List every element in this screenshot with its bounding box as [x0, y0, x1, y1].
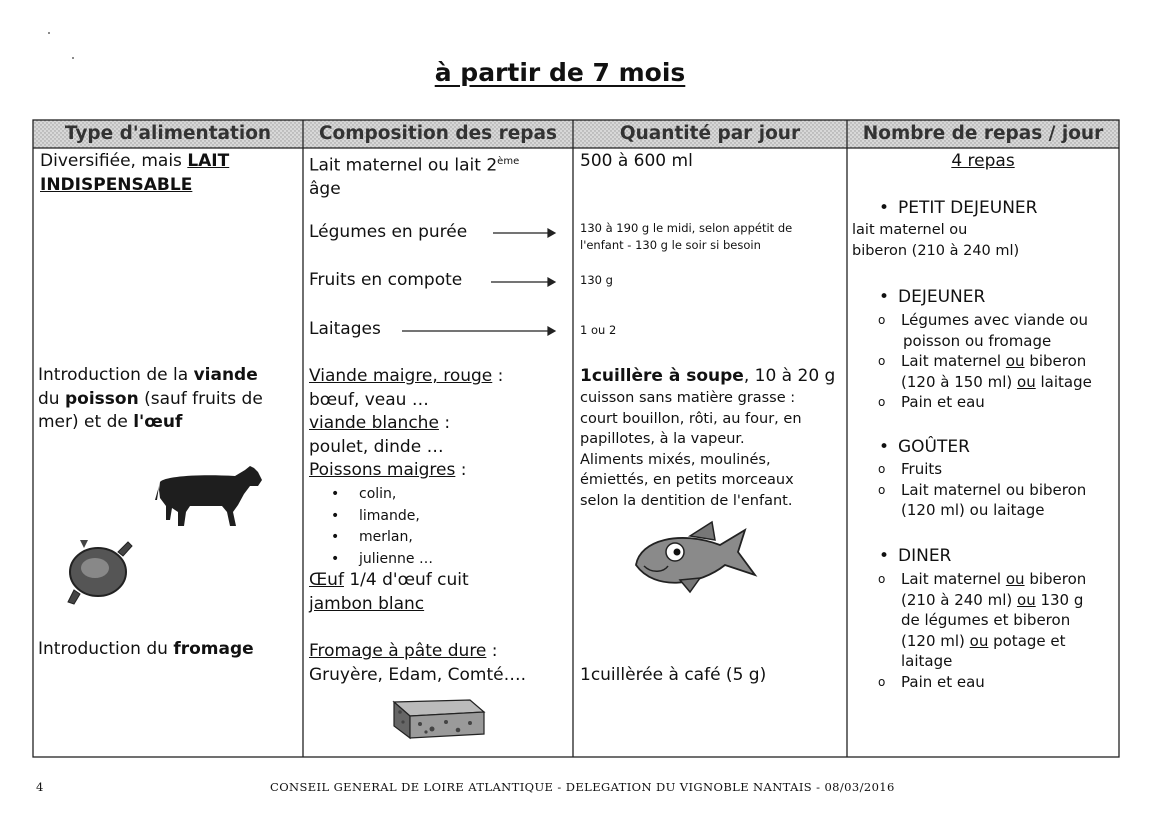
col4-diner-detail: o Lait maternel ou biberon (210 à 240 ml) ou 130 g de légumes et biberon (120 ml) ou potage et laitage o Pain et eau — [873, 569, 1086, 692]
col2-fromage: Fromage à pâte dure : Gruyère, Edam, Comté…. — [309, 641, 527, 685]
list-item: • julienne … — [309, 549, 433, 571]
col3-legumes: 130 à 190 g le midi, selon appétit de l'enfant - 130 g le soir si besoin — [580, 221, 793, 252]
fish-icon — [636, 522, 755, 592]
list-item: • colin, — [309, 484, 433, 506]
header-nombre: Nombre de repas / jour — [862, 123, 1104, 144]
col4-diner: • DINER — [870, 545, 951, 568]
col3-viande: 1cuillère à soupe, 10 à 20 g — [580, 366, 836, 386]
list-item: • limande, — [309, 506, 433, 528]
page-number: 4 — [36, 780, 44, 794]
col2-fruits: Fruits en compote — [309, 270, 463, 290]
col3-cuisson: cuisson sans matière grasse : court bouillon, rôti, au four, en papillotes, à la vapeur. Aliments mixés, moulinés, émiettés, en petits morceaux selon la dentition de l'enfant. — [580, 390, 802, 509]
col2-poissons-list — [309, 484, 433, 570]
col2-oeuf: Œuf 1/4 d'œuf cuit jambon blanc — [309, 570, 469, 614]
list-item: • merlan, — [309, 527, 433, 549]
cheese-icon — [394, 700, 484, 738]
page-title: à partir de 7 mois — [434, 58, 686, 87]
col4-gouter-detail: o Fruits o Lait maternel ou biberon (120 ml) ou laitage — [873, 459, 1086, 521]
cow-icon — [155, 466, 262, 526]
col1-intro-fromage: Introduction du fromage — [38, 639, 254, 659]
roast-chicken-icon — [68, 540, 132, 604]
col4-nb-repas: 4 repas — [951, 151, 1015, 171]
col3-fromage: 1cuillèrée à café (5 g) — [580, 665, 767, 685]
col2-legumes: Légumes en purée — [309, 222, 468, 242]
col1-diversifiee: Diversifiée, mais LAIT INDISPENSABLE — [40, 151, 230, 195]
col4-dejeuner-detail: o Légumes avec viande ou poisson ou fromage o Lait maternel ou biberon (120 à 150 ml) ou laitage o Pain et eau — [873, 310, 1092, 413]
col3-lait: 500 à 600 ml — [580, 151, 693, 171]
header-quantite: Quantité par jour — [619, 123, 801, 144]
col4-gouter: • GOÛTER — [870, 436, 970, 459]
footer: CONSEIL GENERAL DE LOIRE ATLANTIQUE - DELEGATION DU VIGNOBLE NANTAIS - 08/03/2016 — [270, 780, 895, 794]
col2-viandes: Viande maigre, rouge : bœuf, veau … viande blanche : poulet, dinde … Poissons maigres : — [309, 366, 504, 480]
col4-petit-dejeuner-detail: lait maternel ou biberon (210 à 240 ml) — [852, 222, 1020, 259]
col2-laitages: Laitages — [309, 319, 381, 339]
header-composition: Composition des repas — [318, 123, 558, 144]
header-type: Type d'alimentation — [64, 123, 272, 144]
col4-dejeuner: • DEJEUNER — [870, 286, 985, 309]
col4-petit-dejeuner: • PETIT DEJEUNER — [870, 197, 1037, 220]
col3-laitages: 1 ou 2 — [580, 323, 617, 337]
col3-fruits: 130 g — [580, 273, 613, 287]
col1-intro-viande: Introduction de la viande du poisson (sauf fruits de mer) et de l'œuf — [38, 365, 263, 432]
col2-lait: Lait maternel ou lait 2ème âge — [309, 155, 520, 200]
